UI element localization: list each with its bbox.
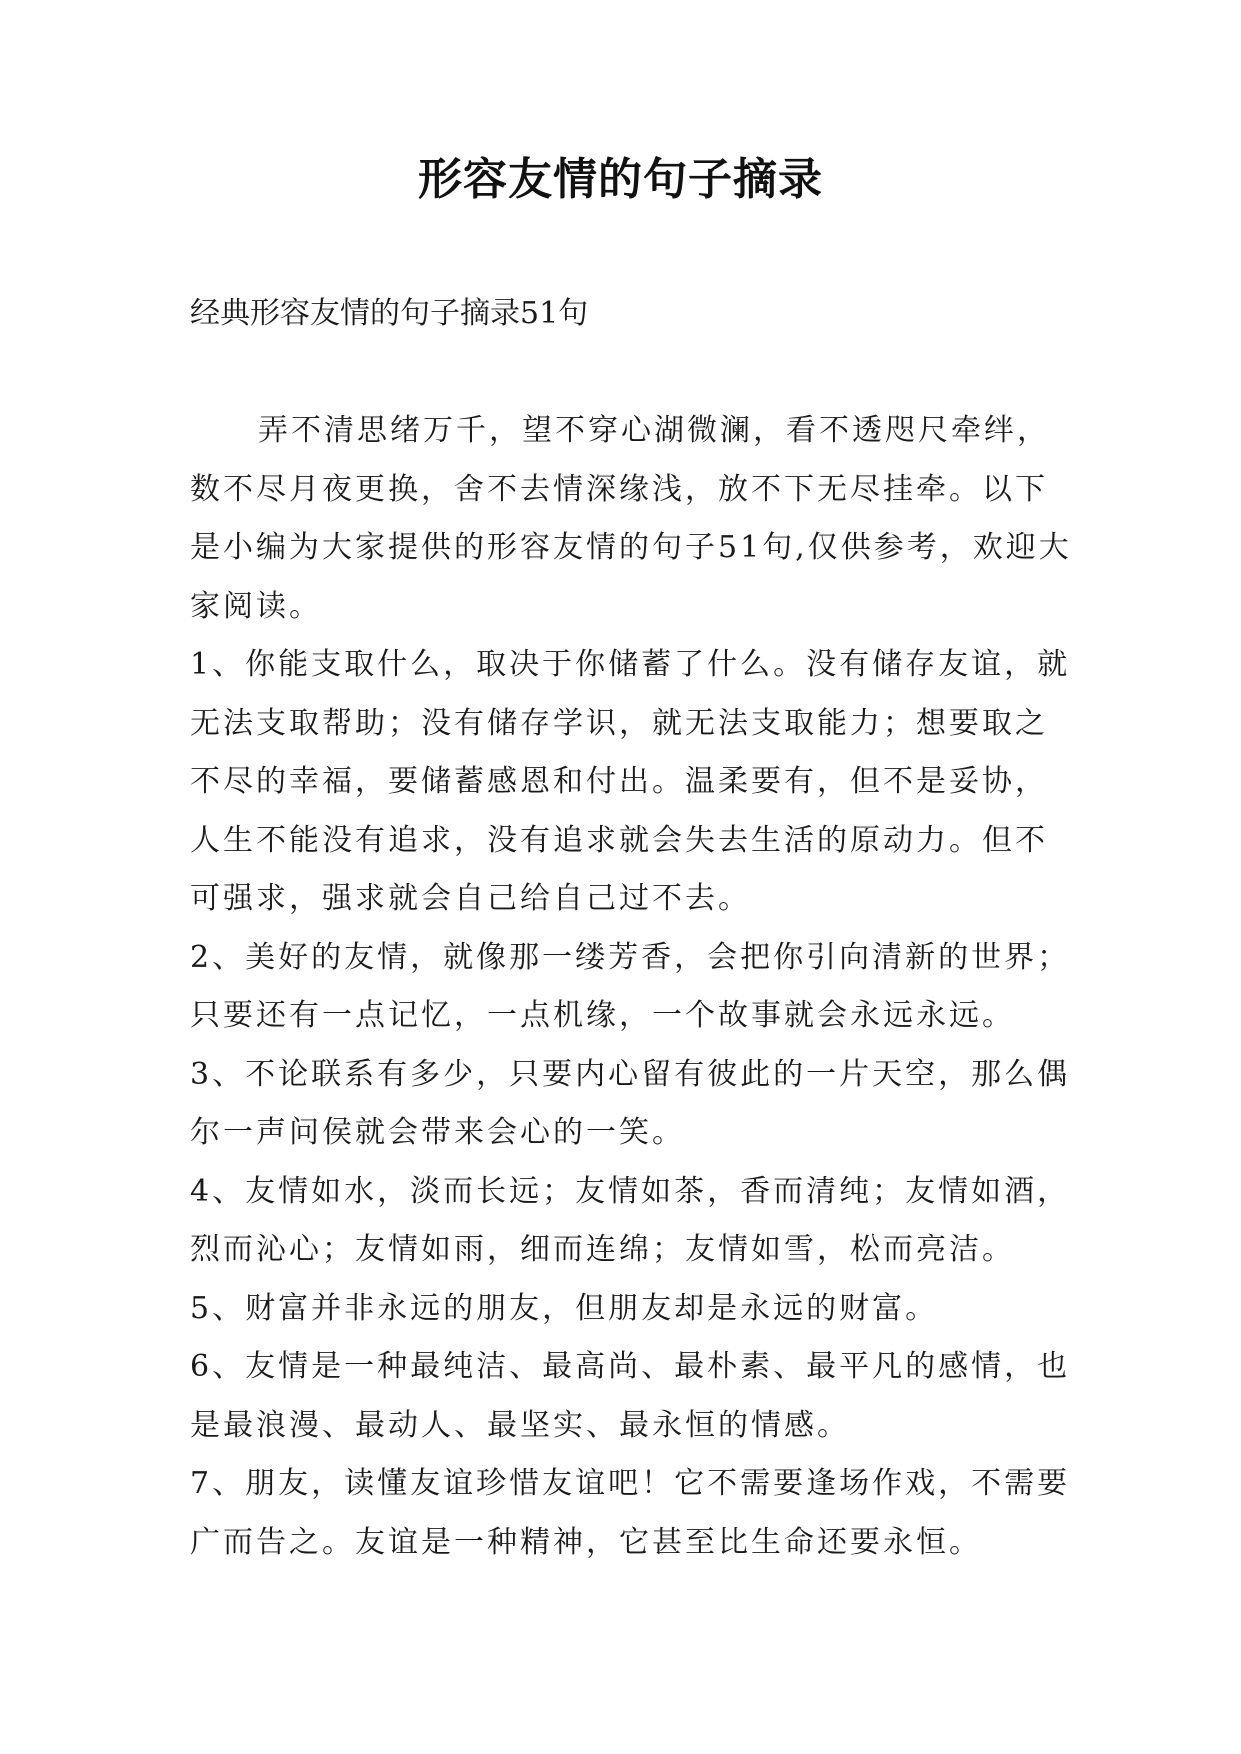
list-item: 4、友情如水，淡而长远；友情如茶，香而清纯；友情如酒，烈而沁心；友情如雨，细而连绵；友情如雪，松而亮洁。 <box>190 1173 1071 1267</box>
document-subtitle: 经典形容友情的句子摘录51句 <box>190 296 589 331</box>
document-body <box>190 402 1080 1572</box>
list-item: 1、你能支取什么，取决于你储蓄了什么。没有储存友谊，就无法支取帮助；没有储存学识，就无法支取能力；想要取之不尽的幸福，要储蓄感恩和付出。温柔要有，但不是妥协，人生不能没有追求，没有追求就会失去生活的原动力。但不可强求，强求就会自己给自己过不去。 <box>190 647 1071 916</box>
list-item: 7、朋友，读懂友谊珍惜友谊吧！它不需要逢场作戏，不需要广而告之。友谊是一种精神，它甚至比生命还要永恒。 <box>190 1466 1071 1560</box>
list-item: 3、不论联系有多少，只要内心留有彼此的一片天空，那么偶尔一声问侯就会带来会心的一笑。 <box>190 1056 1071 1150</box>
intro-paragraph: 弄不清思绪万千，望不穿心湖微澜，看不透咫尺牵绊，数不尽月夜更换，舍不去情深缘浅，放不下无尽挂牵。以下是小编为大家提供的形容友情的句子51句,仅供参考，欢迎大家阅读。 <box>190 413 1072 624</box>
list-item: 5、财富并非永远的朋友，但朋友却是永远的财富。 <box>190 1290 939 1326</box>
document-title: 形容友情的句子摘录 <box>418 154 823 205</box>
list-item: 6、友情是一种最纯洁、最高尚、最朴素、最平凡的感情，也是最浪漫、最动人、最坚实、最永恒的情感。 <box>190 1349 1071 1443</box>
list-item: 2、美好的友情，就像那一缕芳香，会把你引向清新的世界；只要还有一点记忆，一点机缘，一个故事就会永远永远。 <box>190 939 1071 1033</box>
